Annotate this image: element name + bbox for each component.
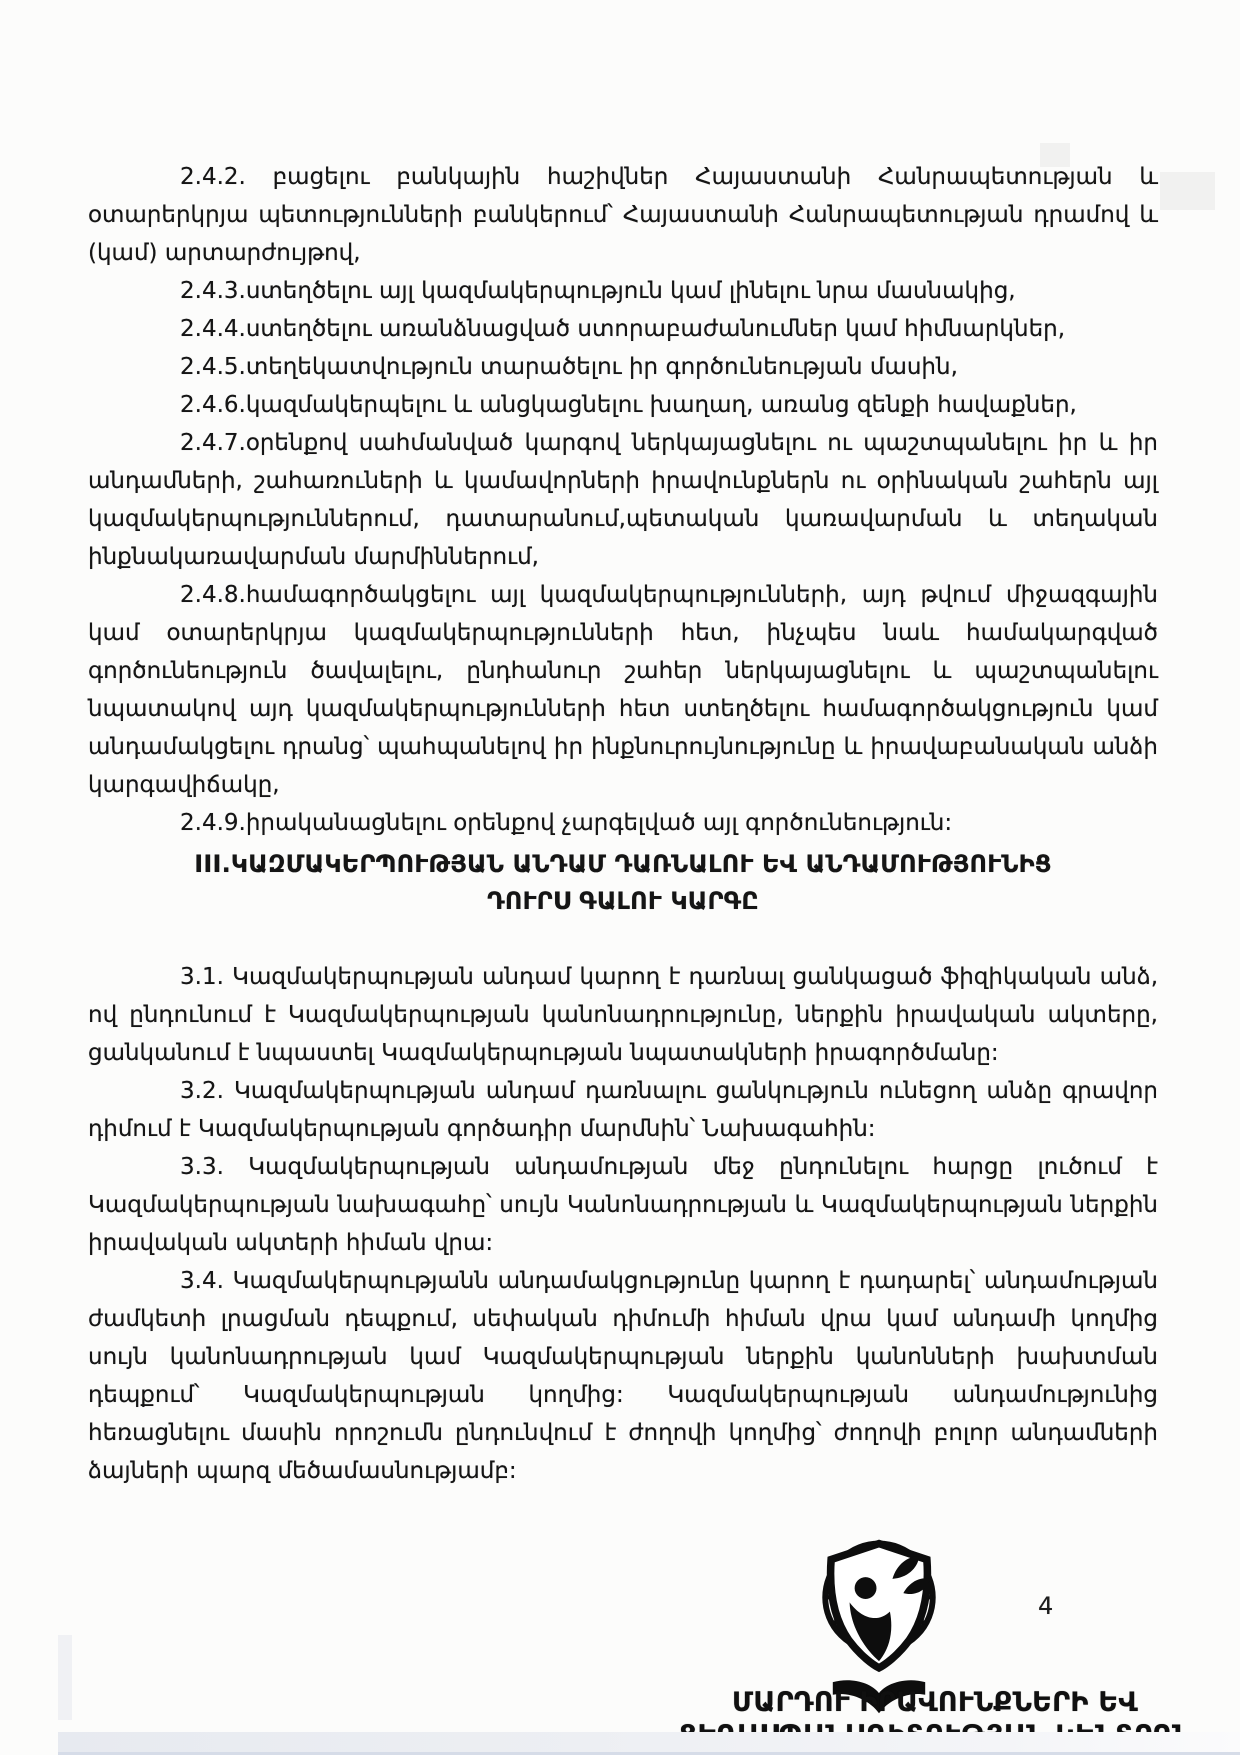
page-number: 4 <box>1038 1592 1054 1620</box>
paragraph-2-4-8: 2.4.8.համագործակցելու այլ կազմակերպությունների, այդ թվում միջազգային կամ օտարերկրյա կազմակերպությունների հետ, ինչպես նաև համակարգված գործունեություն ծավալելու, ընդհանուր շահեր ներկայացնելու և պաշտպանելու նպատակով այդ կազմակերպությունների հետ ստեղծելու համագործակցություն կամ անդամակցելու դրանց՝ պահպանելով իր ինքնուրույնությունը և իրավաբանական անձի կարգավիճակը, <box>88 582 1158 798</box>
paragraph-2-4-7: 2.4.7.օրենքով սահմանված կարգով ներկայացնելու ու պաշտպանելու իր և իր անդամների, շահառուների և կամավորների իրավունքներն ու օրինական շահերն այլ կազմակերպություններում, դատարանում,պետական կառավարման և տեղական ինքնակառավարման մարմիններում, <box>88 430 1158 570</box>
paragraph-3-4: 3.4. Կազմակերպությանն անդամակցությունը կարող է դադարել՝ անդամության ժամկետի լրացման դեպքում, սեփական դիմումի հիման վրա կամ անդամի կողմից սույն կանոնադրության կամ Կազմակերպության ներքին կանոնների խախտման դեպքում՝ Կազմակերպության կողմից: Կազմակերպության անդամությունից հեռացնելու մասին որոշումն ընդունվում է ժողովի կողմից՝ ժողովի բոլոր անդամների ձայների պարզ մեծամասնությամբ: <box>88 1268 1158 1484</box>
scan-artifact <box>1160 172 1215 210</box>
paragraph-2-4-6: 2.4.6.կազմակերպելու և անցկացնելու խաղաղ, առանց զենքի հավաքներ, <box>180 392 1077 418</box>
paragraph-2-4-2: 2.4.2. բացելու բանկային հաշիվներ Հայաստանի Հանրապետության և օտարերկրյա պետությունների բանկերում՝ Հայաստանի Հանրապետության դրամով և (կամ) արտարժույթով, <box>88 164 1158 266</box>
paragraph-2-4-5: 2.4.5.տեղեկատվություն տարածելու իր գործունեության մասին, <box>180 354 958 380</box>
paragraph-2-4-4: 2.4.4.ստեղծելու առանձնացված ստորաբաժանումներ կամ հիմնարկներ, <box>180 316 1066 342</box>
scan-artifact <box>58 1635 72 1720</box>
scan-artifact-bottom-band <box>58 1732 1240 1755</box>
section-heading-line2: ԴՈՒՐՍ ԳԱԼՈՒ ԿԱՐԳԸ <box>487 887 759 915</box>
paragraph-2-4-9: 2.4.9.իրականացնելու օրենքով չարգելված այլ գործունեություն: <box>180 810 953 836</box>
paragraph-3-1: 3.1. Կազմակերպության անդամ կարող է դառնալ ցանկացած ֆիզիկական անձ, ով ընդունում է Կազմակերպության կանոնադրությունը, ներքին իրավական ակտերը, ցանկանում է նպաստել Կազմակերպության նպատակների իրագործմանը: <box>88 964 1158 1066</box>
document-body <box>88 158 1158 1490</box>
organization-name-line1: ՄԱՐԴՈՒ ԻՐԱՎՈՒՆՔՆԵՐԻ ԵՎ <box>732 1687 1138 1718</box>
paragraph-2-4-3: 2.4.3.ստեղծելու այլ կազմակերպություն կամ լինելու նրա մասնակից, <box>180 278 1016 304</box>
paragraph-3-3: 3.3. Կազմակերպության անդամության մեջ ընդունելու հարցը լուծում է Կազմակերպության նախագահը՝ սույն Կանոնադրության և Կազմակերպության ներքին իրավական ակտերի հիման վրա: <box>88 1154 1158 1256</box>
paragraph-3-2: 3.2. Կազմակերպության անդամ դառնալու ցանկություն ունեցող անձը գրավոր դիմում է Կազմակերպության գործադիր մարմնին՝ Նախագահին: <box>88 1078 1158 1142</box>
section-heading-line1: III.ԿԱԶՄԱԿԵՐՊՈՒԹՅԱՆ ԱՆԴԱՄ ԴԱՌՆԱԼՈՒ ԵՎ ԱՆԴԱՄՈՒԹՅՈՒՆԻՑ <box>194 850 1052 878</box>
section-heading <box>88 846 1158 920</box>
